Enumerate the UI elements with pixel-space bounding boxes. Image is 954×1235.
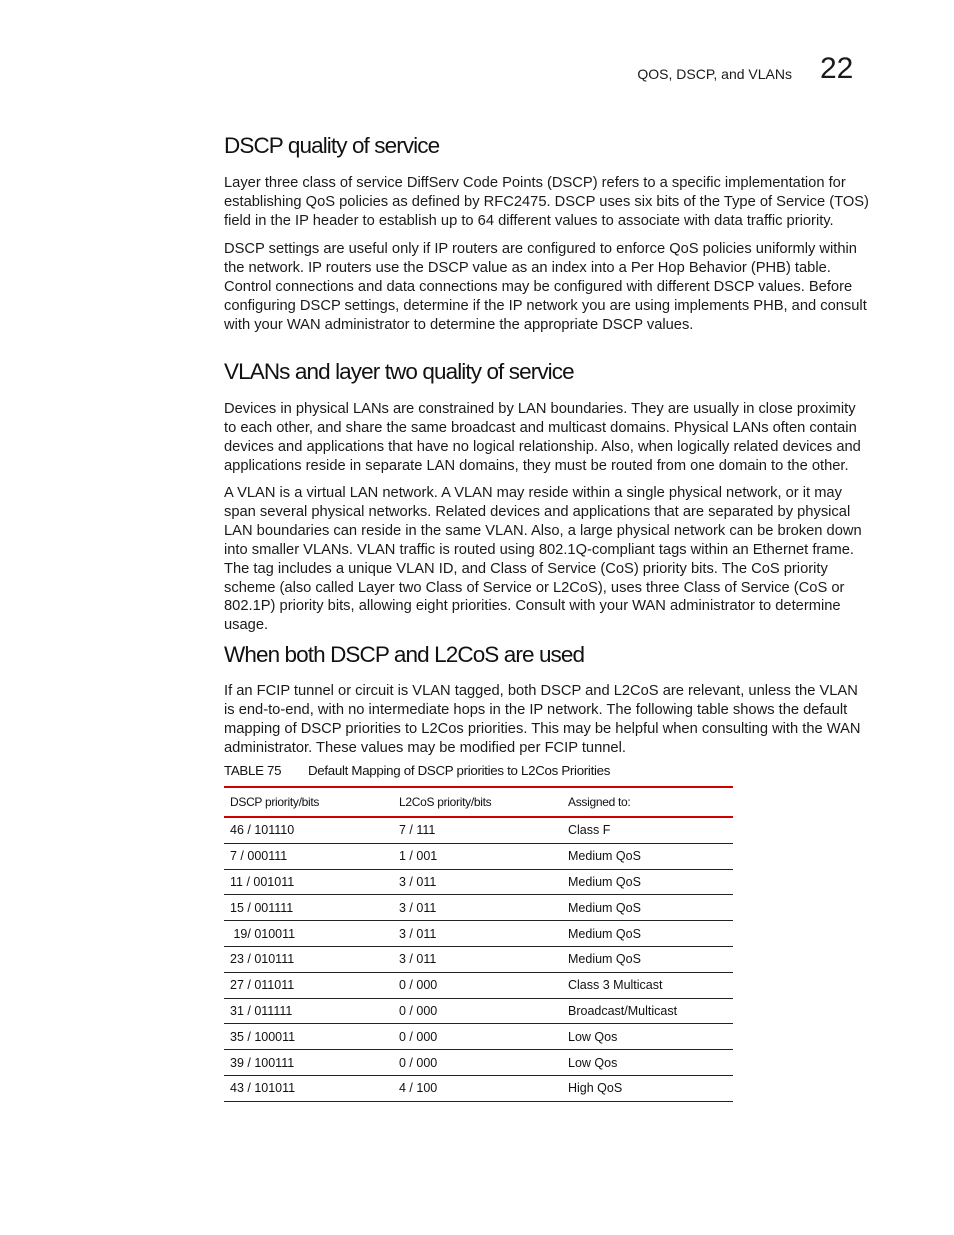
- paragraph: DSCP settings are useful only if IP routers are configured to enforce QoS policies uniformly within the network. IP routers use the DSCP value as an index into a Per Hop Behavior (PHB) table. Control connections and data connections may be configured with different DSCP values. Before configuring DSCP settings, determine if the IP network you are using implements PHB, and consult with your WAN administrator to determine the appropriate DSCP values.: [224, 241, 867, 333]
- table-cell: Medium QoS: [562, 843, 733, 869]
- chapter-number: 22: [820, 52, 854, 85]
- table-row: [224, 843, 733, 869]
- table-cell: 31 / 011111: [224, 998, 393, 1024]
- table-cell: 0 / 000: [393, 998, 562, 1024]
- table-cell: 0 / 000: [393, 1050, 562, 1076]
- table-cell: 4 / 100: [393, 1075, 562, 1101]
- column-header: Assigned to:: [562, 787, 733, 817]
- table-row: [224, 946, 733, 972]
- table-cell: Medium QoS: [562, 869, 733, 895]
- table-row: [224, 1075, 733, 1101]
- table-header-row: [224, 787, 733, 817]
- table-cell: 19/ 010011: [224, 921, 393, 947]
- paragraph: A VLAN is a virtual LAN network. A VLAN may reside within a single physical network, or it may span several physical networks. Related devices and applications that are separated by physical LAN boundaries can reside in the same VLAN. Also, a large physical network can be broken down into smaller VLANs. VLAN traffic is routed using 802.1Q-compliant tags within an Ethernet frame. The tag includes a unique VLAN ID, and Class of Service (CoS) priority bits. The CoS priority scheme (also called Layer two Class of Service or L2CoS), uses three Class of Service (CoS or 802.1P) priority bits, allowing eight priorities. Consult with your WAN administrator to determine usage.: [224, 485, 862, 634]
- table-cell: 3 / 011: [393, 895, 562, 921]
- table-cell: 23 / 010111: [224, 946, 393, 972]
- table-row: [224, 895, 733, 921]
- table-cell: 3 / 011: [393, 946, 562, 972]
- table-cell: 3 / 011: [393, 921, 562, 947]
- table-caption-title: Default Mapping of DSCP priorities to L2Cos Priorities: [308, 763, 611, 778]
- table-cell: 39 / 100111: [224, 1050, 393, 1076]
- table-cell: 46 / 101110: [224, 817, 393, 843]
- table-cell: 1 / 001: [393, 843, 562, 869]
- table-row: [224, 817, 733, 843]
- table-caption: [224, 763, 610, 778]
- table-row: [224, 869, 733, 895]
- table-cell: 7 / 000111: [224, 843, 393, 869]
- column-header: L2CoS priority/bits: [393, 787, 562, 817]
- table-cell: 27 / 011011: [224, 972, 393, 998]
- table-cell: 0 / 000: [393, 1024, 562, 1050]
- paragraph: Devices in physical LANs are constrained by LAN boundaries. They are usually in close proximity to each other, and share the same broadcast and multicast domains. Physical LANs often contain devices and applications that have no logical relationship. Also, when logically related devices and applications reside in separate LAN domains, they must be routed from one domain to the other.: [224, 401, 861, 474]
- table-row: [224, 998, 733, 1024]
- paragraph: Layer three class of service DiffServ Code Points (DSCP) refers to a specific implementation for establishing QoS policies as defined by RFC2475. DSCP uses six bits of the Type of Service (TOS) field in the IP header to establish up to 64 different values to associate with data traffic priority.: [224, 175, 869, 229]
- paragraph: If an FCIP tunnel or circuit is VLAN tagged, both DSCP and L2CoS are relevant, unless the VLAN is end-to-end, with no intermediate hops in the IP network. The following table shows the default mapping of DSCP priorities to L2Cos priorities. This may be helpful when consulting with the WAN administrator. These values may be modified per FCIP tunnel.: [224, 683, 861, 756]
- table-cell: Medium QoS: [562, 921, 733, 947]
- table-row: [224, 972, 733, 998]
- table-cell: 0 / 000: [393, 972, 562, 998]
- section-heading-both: When both DSCP and L2CoS are used: [224, 642, 585, 667]
- section-heading-dscp: DSCP quality of service: [224, 133, 440, 158]
- table-row: [224, 1024, 733, 1050]
- running-head: QOS, DSCP, and VLANs: [637, 66, 792, 82]
- table-cell: 35 / 100011: [224, 1024, 393, 1050]
- table-cell: Class F: [562, 817, 733, 843]
- table-row: [224, 1050, 733, 1076]
- table-cell: 11 / 001011: [224, 869, 393, 895]
- table-cell: 15 / 001111: [224, 895, 393, 921]
- dscp-l2cos-mapping-table: [224, 786, 733, 1102]
- table-cell: High QoS: [562, 1075, 733, 1101]
- table-cell: Broadcast/Multicast: [562, 998, 733, 1024]
- table-cell: 7 / 111: [393, 817, 562, 843]
- table-caption-number: TABLE 75: [224, 763, 282, 778]
- table-cell: Medium QoS: [562, 946, 733, 972]
- table-row: [224, 921, 733, 947]
- section-heading-vlans: VLANs and layer two quality of service: [224, 359, 574, 384]
- table-cell: 43 / 101011: [224, 1075, 393, 1101]
- table-cell: Class 3 Multicast: [562, 972, 733, 998]
- column-header: DSCP priority/bits: [224, 787, 393, 817]
- table-cell: Medium QoS: [562, 895, 733, 921]
- table-cell: Low Qos: [562, 1050, 733, 1076]
- table-cell: 3 / 011: [393, 869, 562, 895]
- table-cell: Low Qos: [562, 1024, 733, 1050]
